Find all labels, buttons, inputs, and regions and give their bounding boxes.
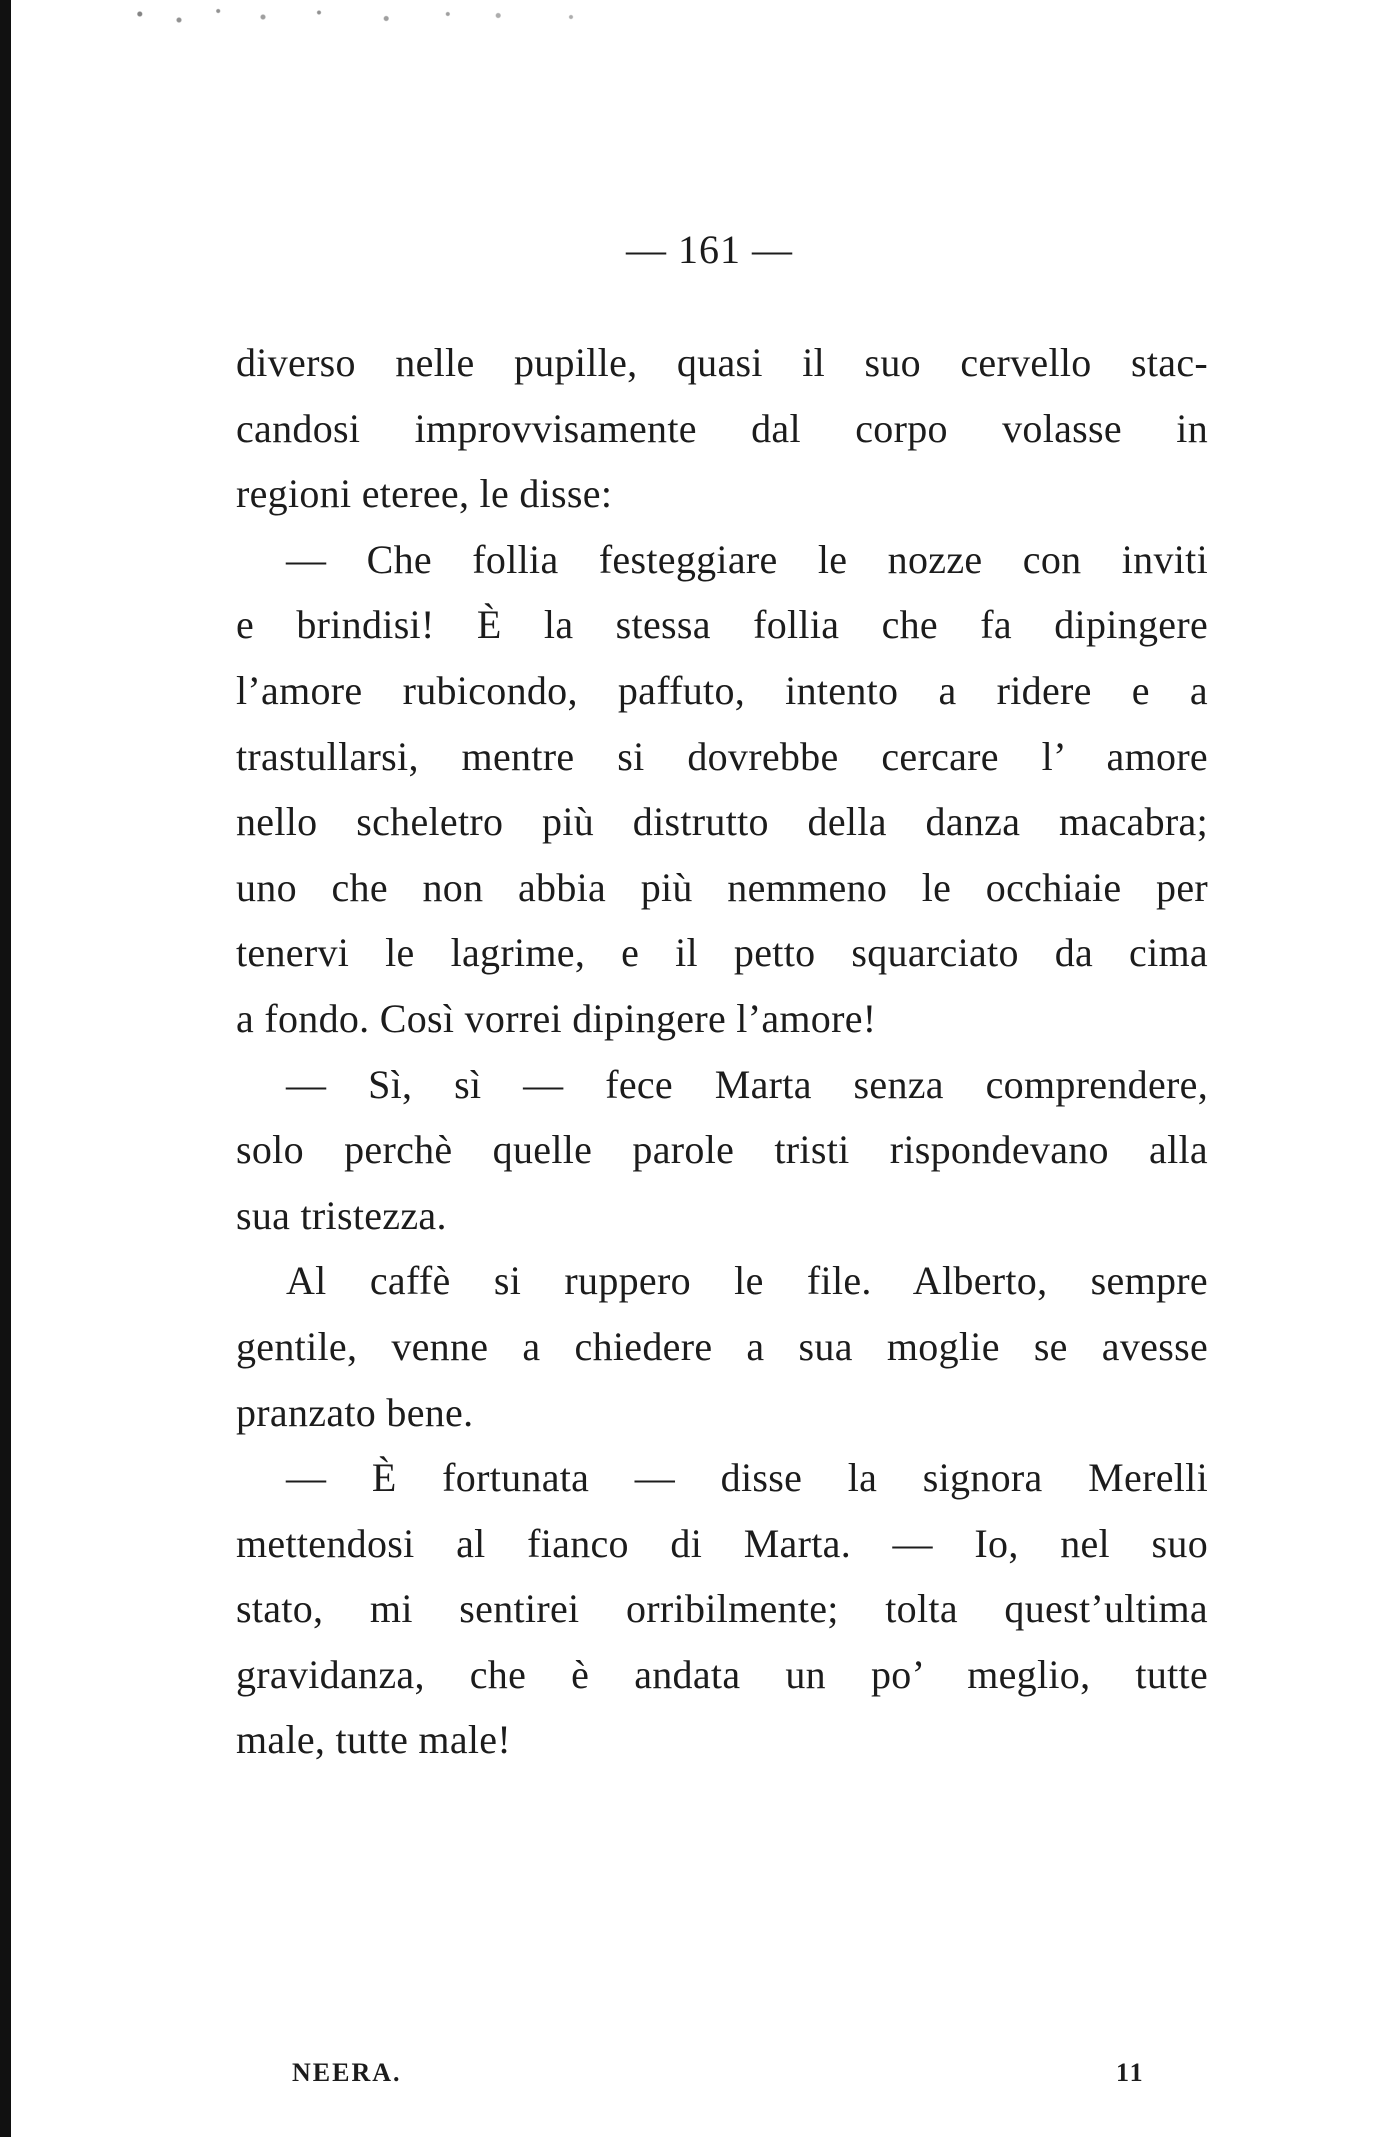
text-line: gentile, venne a chiedere a sua moglie se avesse: [236, 1323, 1208, 1369]
text-line: l’amore rubicondo, paffuto, intento a ridere e a: [236, 667, 1208, 713]
text-line: diverso nelle pupille, quasi il suo cervello stac-: [236, 340, 1208, 385]
text-line: Al caffè si ruppero le file. Alberto, sempre: [286, 1258, 1208, 1304]
text-line: — È fortunata — disse la signora Merelli: [286, 1455, 1208, 1501]
footer-signature: 11: [1116, 2058, 1145, 2087]
text-line: trastullarsi, mentre si dovrebbe cercare l’ amore: [236, 733, 1208, 779]
text-line: uno che non abbia più nemmeno le occhiaie per: [236, 864, 1208, 910]
text-line: regioni eteree, le disse:: [236, 471, 613, 517]
footer-author: NEERA.: [292, 2058, 402, 2087]
text-line: nello scheletro più distrutto della danza macabra;: [236, 799, 1208, 845]
scan-edge: [0, 0, 11, 2137]
text-line: mettendosi al fianco di Marta. — Io, nel suo: [236, 1520, 1208, 1566]
text-line: solo perchè quelle parole tristi rispondevano alla: [236, 1127, 1208, 1173]
text-line: — Che follia festeggiare le nozze con inviti: [286, 536, 1208, 582]
text-line: gravidanza, che è andata un po’ meglio, tutte: [236, 1651, 1208, 1697]
text-line: pranzato bene.: [236, 1389, 474, 1435]
body-text: [236, 330, 1208, 1773]
text-line: tenervi le lagrime, e il petto squarciato da cima: [236, 930, 1208, 976]
page-number: — 161 —: [626, 227, 793, 272]
text-line: candosi improvvisamente dal corpo volasse in: [236, 405, 1208, 451]
text-line: — Sì, sì — fece Marta senza comprendere,: [286, 1061, 1208, 1107]
text-line: stato, mi sentirei orribilmente; tolta quest’ultima: [236, 1586, 1208, 1632]
text-line: male, tutte male!: [236, 1717, 511, 1763]
text-line: sua tristezza.: [236, 1192, 447, 1238]
scan-noise: [95, 2, 655, 32]
text-line: a fondo. Così vorrei dipingere l’amore!: [236, 995, 877, 1041]
text-line: e brindisi! È la stessa follia che fa dipingere: [236, 602, 1208, 648]
